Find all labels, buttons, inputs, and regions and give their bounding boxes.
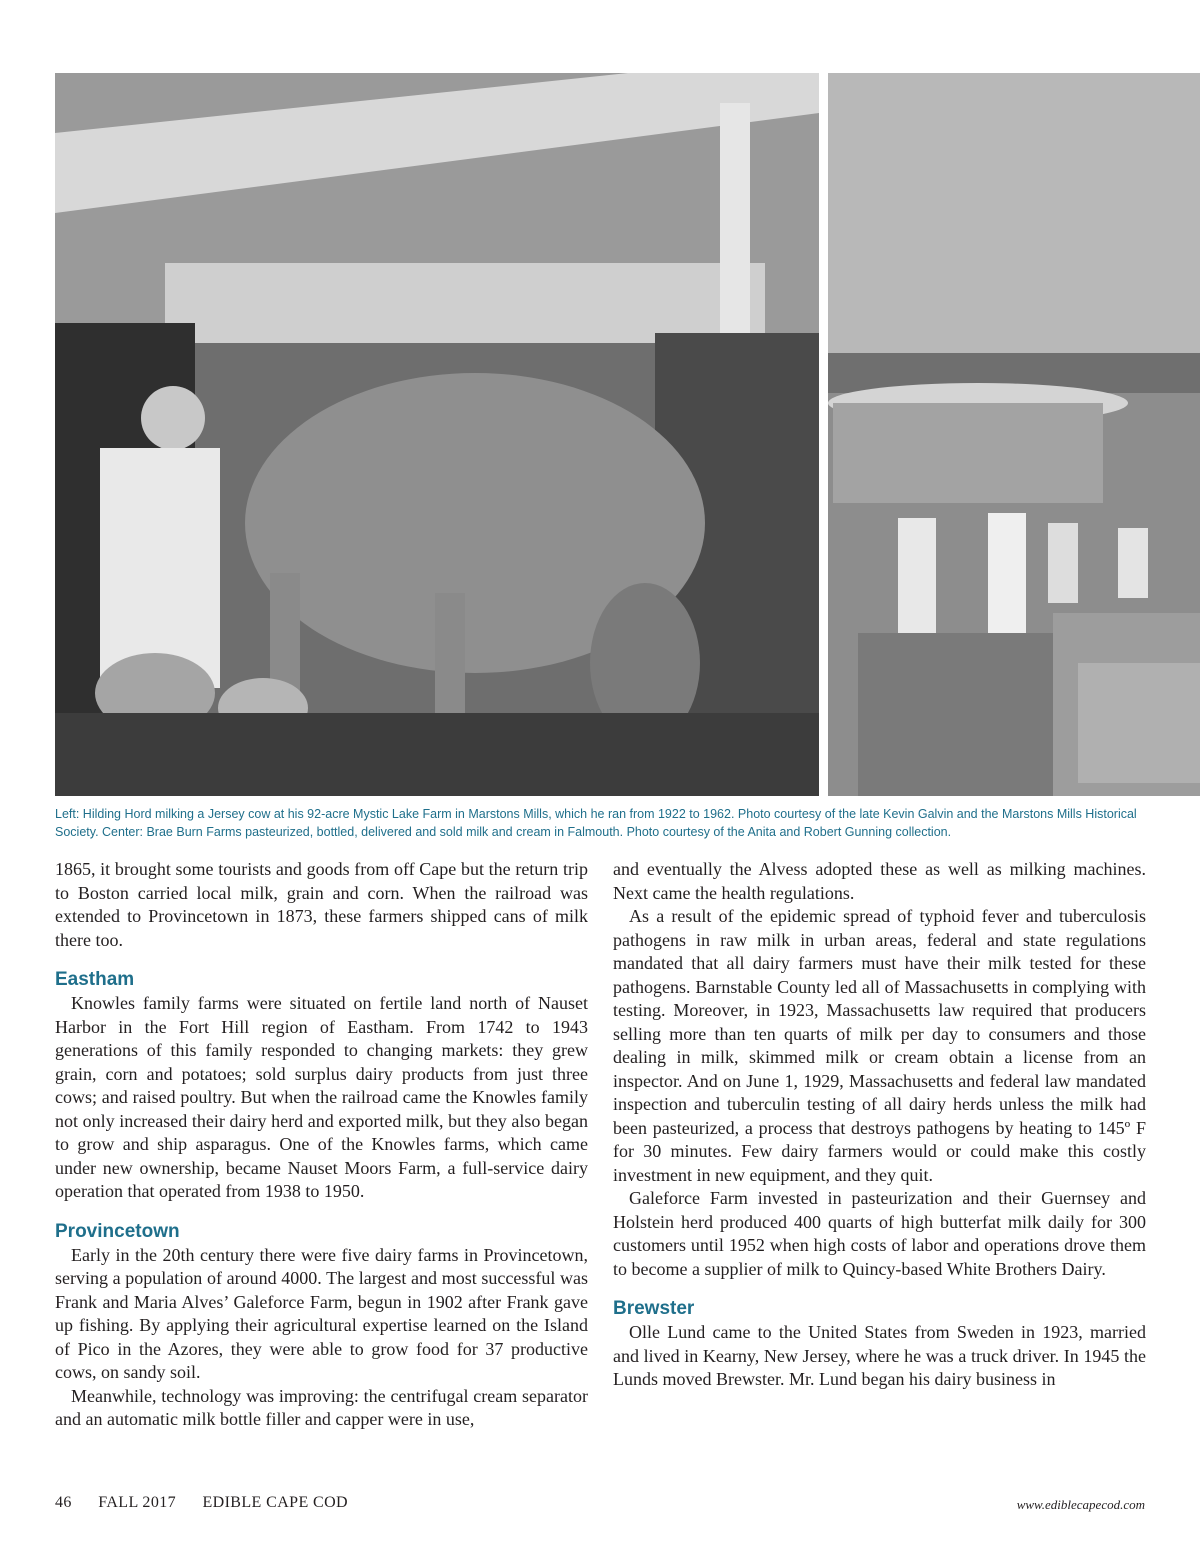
photo-farmer-milking-cow (55, 73, 819, 796)
text-column-right (613, 858, 1146, 1392)
paragraph-brewster: Olle Lund came to the United States from Sweden in 1923, married and lived in Kearny, New Jersey, where he was a truck driver. In 1945 the Lunds moved Brewster. Mr. Lund began his dairy business in (613, 1322, 1146, 1389)
page-number: 46 (55, 1494, 72, 1511)
text-column-left (55, 858, 588, 1432)
paragraph-galeforce: Galeforce Farm invested in pasteurization and their Guernsey and Holstein herd produced 400 quarts of high butterfat milk daily for 300 customers until 1952 when high costs of labor and operations drove them to become a supplier of milk to Quincy-based White Brothers Dairy. (613, 1188, 1146, 1279)
page-footer (55, 1494, 370, 1512)
heading-brewster: Brewster (613, 1298, 695, 1319)
paragraph-provincetown: Early in the 20th century there were five dairy farms in Provincetown, serving a population of around 4000. The largest and most successful was Frank and Maria Alves’ Galeforce Farm, begun in 1902 after Frank gave up fishing. By applying their agricultural expertise learned on the Island of Pico in the Azores, they were able to grow food for 37 productive cows, on sandy soil. (55, 1244, 588, 1382)
photo-milk-separator-image (828, 73, 1200, 796)
photo-milk-separator-bottles (828, 73, 1200, 796)
publication-name: EDIBLE CAPE COD (202, 1494, 349, 1511)
paragraph-health-regulations: As a result of the epidemic spread of typhoid fever and tuberculosis pathogens in raw milk in urban areas, federal and state regulations mandated that all dairy farmers must have their milk tested for these pathogens. Barnstable County led all of Massachusetts in complying with testing. Moreover, in 1923, Massachusetts law required that producers selling more than ten quarts of milk per day to consumers and those dealing in milk, skimmed milk or cream obtain a license from an inspector. And on June 1, 1929, Massachusetts and federal law mandated inspection and tuberculin testing of all dairy herds unless the milk had been pasteurized, a process that destroys pathogens by heating to 145º F for 30 minutes. Few dairy farmers would or could make this costly investment in new equipment, and they quit. (613, 906, 1146, 1185)
heading-provincetown: Provincetown (55, 1220, 180, 1242)
paragraph-meanwhile: Meanwhile, technology was improving: the centrifugal cream separator and an automatic milk bottle filler and capper were in use, (55, 1385, 588, 1429)
paragraph-eastham: Knowles family farms were situated on fertile land north of Nauset Harbor in the Fort Hill region of Eastham. From 1742 to 1943 generations of this family responded to changing markets: they grew grain, corn and potatoes; sold surplus dairy products from just three cows; and raised poultry. But when the railroad came the Knowles family not only increased their dairy herd and exported milk, but they also began to grow and ship asparagus. One of the Knowles farms, which came under new ownership, became Nauset Moors Farm, a full-service dairy operation that operated from 1938 to 1950. (55, 993, 588, 1201)
photo-farmer-milking-cow-image (55, 73, 819, 796)
website-url: www.ediblecapecod.com (1016, 1497, 1145, 1512)
paragraph-continued: and eventually the Alvess adopted these as well as milking machines. Next came the health regulations. (613, 859, 1146, 903)
issue-label: FALL 2017 (98, 1494, 177, 1511)
paragraph-intro: 1865, it brought some tourists and goods from off Cape but the return trip to Boston carried local milk, grain and corn. When the railroad was extended to Provincetown in 1873, these farmers shipped cans of milk there too. (55, 859, 588, 950)
photo-caption: Left: Hilding Hord milking a Jersey cow at his 92-acre Mystic Lake Farm in Marstons Mills, which he ran from 1922 to 1962. Photo courtesy of the late Kevin Galvin and the Marstons Mills Historical Society. Center: Brae Burn Farms pasteurized, bottled, delivered and sold milk and cream in Falmouth. Photo courtesy of the Anita and Robert Gunning collection. (55, 807, 1137, 839)
heading-eastham: Eastham (55, 969, 135, 990)
